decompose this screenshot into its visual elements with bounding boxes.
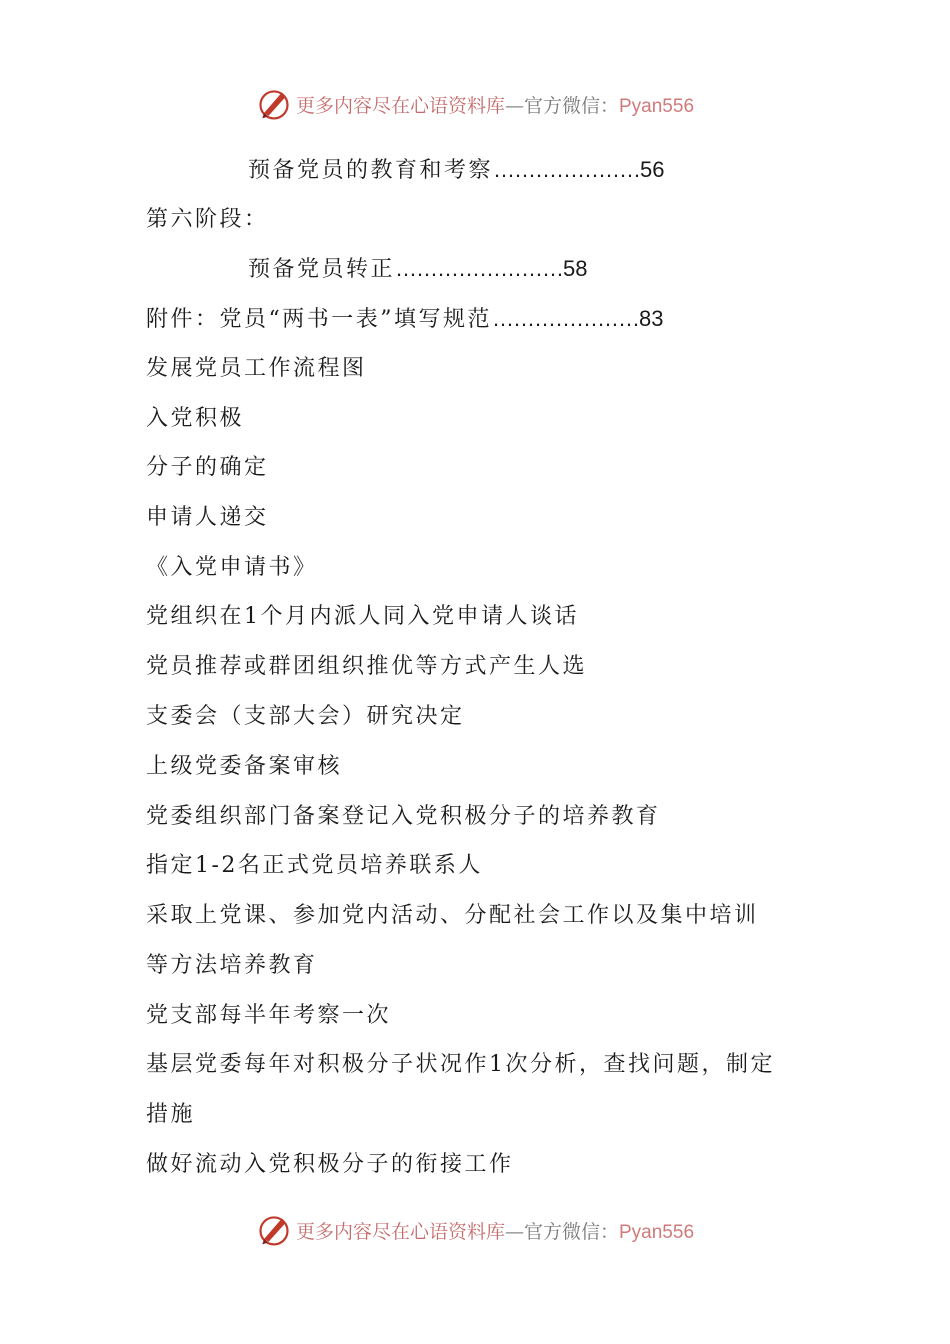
- flow-line: 措施: [146, 1102, 196, 1127]
- flow-line: 采取上党课、参加党内活动、分配社会工作以及集中培训: [146, 903, 759, 928]
- flow-line: 党支部每半年考察一次: [146, 1003, 392, 1028]
- flow-line: 支委会（支部大会）研究决定: [146, 704, 465, 729]
- toc-entry: 附件：党员“两书一表”填写规范…………………83: [146, 306, 664, 332]
- watermark-banner-bottom: [0, 1208, 950, 1252]
- flow-line: 党组织在1个月内派人同入党申请人谈话: [146, 604, 579, 629]
- watermark-text: 更多内容尽在心语资料库—官方微信：Pyan556: [295, 94, 695, 117]
- flow-line: 申请人递交: [146, 505, 269, 530]
- toc-section-heading: 第六阶段：: [146, 207, 269, 232]
- flow-line: 基层党委每年对积极分子状况作1次分析，查找问题，制定: [146, 1052, 775, 1077]
- toc-entry: 预备党员转正……………………58: [248, 256, 588, 282]
- flow-line: 《入党申请书》: [146, 555, 318, 580]
- watermark-text: 更多内容尽在心语资料库—官方微信：Pyan556: [295, 1220, 695, 1243]
- flow-line: 等方法培养教育: [146, 953, 318, 978]
- toc-entry: 预备党员的教育和考察…………………56: [248, 157, 665, 183]
- flow-line: 党员推荐或群团组织推优等方式产生人选: [146, 654, 588, 679]
- watermark-banner-top: [0, 82, 950, 126]
- flow-line: 党委组织部门备案登记入党积极分子的培养教育: [146, 804, 661, 829]
- flow-line: 上级党委备案审核: [146, 754, 343, 779]
- pen-logo-icon: [256, 86, 292, 122]
- flow-title: 发展党员工作流程图: [146, 356, 367, 381]
- flow-line: 做好流动入党积极分子的衔接工作: [146, 1152, 514, 1177]
- flow-line: 指定1-2名正式党员培养联系人: [146, 853, 483, 878]
- flow-line: 分子的确定: [146, 455, 269, 480]
- flow-line: 入党积极: [146, 406, 245, 431]
- pen-logo-icon: [256, 1212, 292, 1248]
